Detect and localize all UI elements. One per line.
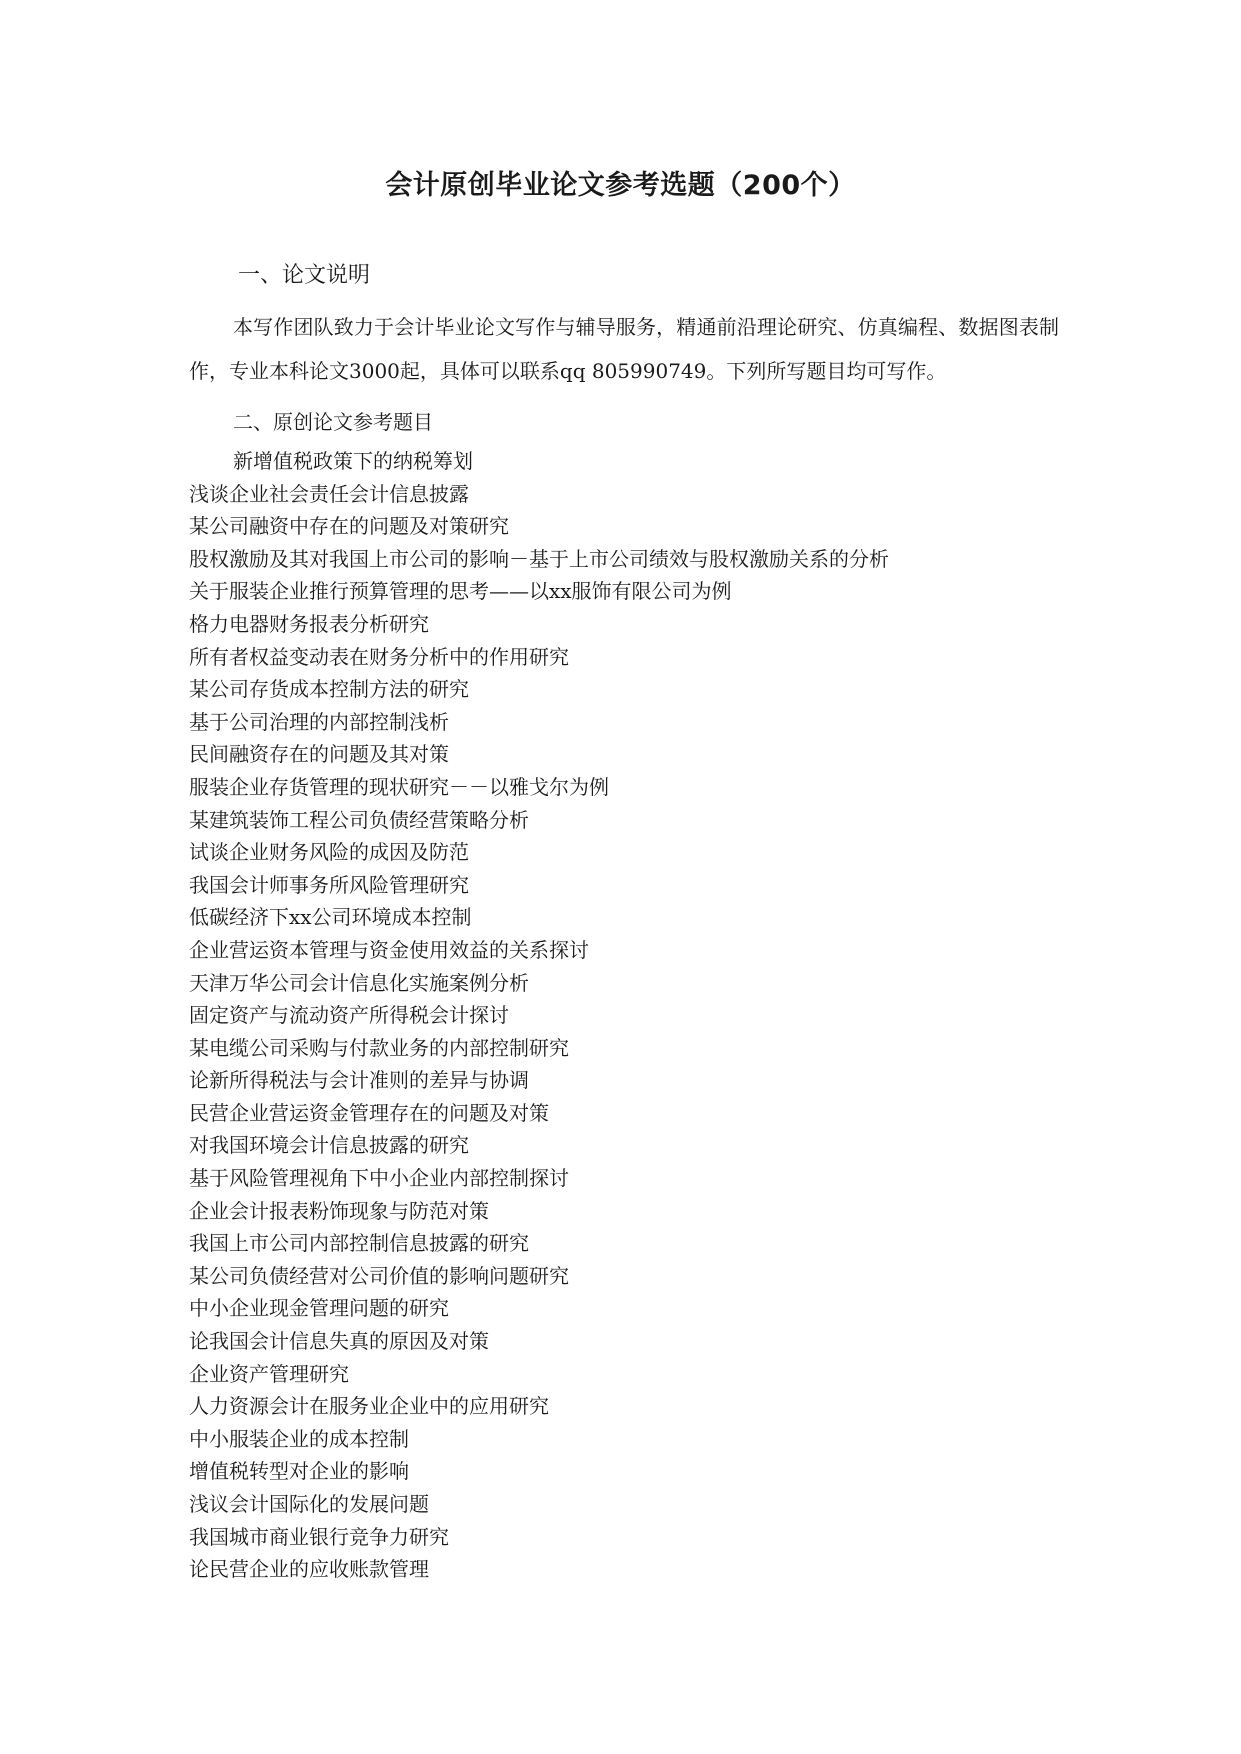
topic-item: 企业营运资本管理与资金使用效益的关系探讨 <box>189 937 589 962</box>
topic-item: 新增值税政策下的纳税筹划 <box>233 449 473 473</box>
topic-item: 中小服装企业的成本控制 <box>189 1426 409 1451</box>
topic-item: 股权激励及其对我国上市公司的影响－基于上市公司绩效与股权激励关系的分析 <box>189 546 889 571</box>
topic-item: 增值税转型对企业的影响 <box>189 1459 409 1484</box>
topic-item: 低碳经济下xx公司环境成本控制 <box>189 905 472 930</box>
topic-item: 某公司融资中存在的问题及对策研究 <box>189 514 509 539</box>
topic-item: 试谈企业财务风险的成因及防范 <box>189 840 469 865</box>
topic-item: 论民营企业的应收账款管理 <box>189 1557 429 1582</box>
topic-list <box>189 445 889 1586</box>
topic-item: 我国会计师事务所风险管理研究 <box>189 872 469 897</box>
topic-item: 某电缆公司采购与付款业务的内部控制研究 <box>189 1035 569 1060</box>
topic-item: 论新所得税法与会计准则的差异与协调 <box>189 1068 529 1093</box>
topic-item: 人力资源会计在服务业企业中的应用研究 <box>189 1394 549 1419</box>
topic-item: 我国上市公司内部控制信息披露的研究 <box>189 1231 529 1256</box>
topic-item: 我国城市商业银行竞争力研究 <box>189 1524 449 1549</box>
intro-paragraph: 本写作团队致力于会计毕业论文写作与辅导服务，精通前沿理论研究、仿真编程、数据图表制作，专业本科论文3000起，具体可以联系qq 805990749。下列所写题目均可写作。 <box>189 315 1059 383</box>
topic-item: 格力电器财务报表分析研究 <box>189 611 429 636</box>
topic-item: 服装企业存货管理的现状研究－－以雅戈尔为例 <box>189 774 609 799</box>
topic-item: 论我国会计信息失真的原因及对策 <box>189 1329 489 1354</box>
topic-item: 浅议会计国际化的发展问题 <box>189 1492 429 1516</box>
topic-item: 某建筑装饰工程公司负债经营策略分析 <box>189 807 529 832</box>
topic-item: 民间融资存在的问题及其对策 <box>189 742 449 767</box>
topic-item: 中小企业现金管理问题的研究 <box>189 1296 449 1321</box>
topic-item: 固定资产与流动资产所得税会计探讨 <box>189 1003 509 1028</box>
topic-item: 基于风险管理视角下中小企业内部控制探讨 <box>189 1166 569 1191</box>
topic-item: 基于公司治理的内部控制浅析 <box>189 709 449 734</box>
topic-item: 企业会计报表粉饰现象与防范对策 <box>189 1198 489 1223</box>
topic-item: 关于服装企业推行预算管理的思考——以xx服饰有限公司为例 <box>189 579 732 604</box>
section-heading-topics: 二、原创论文参考题目 <box>233 410 433 434</box>
topic-item: 企业资产管理研究 <box>189 1361 349 1386</box>
topic-item: 对我国环境会计信息披露的研究 <box>189 1133 469 1158</box>
section-heading-explanation: 一、论文说明 <box>238 263 371 288</box>
document-title: 会计原创毕业论文参考选题（200个） <box>385 170 856 201</box>
topic-item: 某公司存货成本控制方法的研究 <box>189 677 469 702</box>
topic-item: 浅谈企业社会责任会计信息披露 <box>189 481 469 506</box>
topic-item: 天津万华公司会计信息化实施案例分析 <box>189 970 529 995</box>
topic-item: 所有者权益变动表在财务分析中的作用研究 <box>189 644 569 669</box>
topic-item: 某公司负债经营对公司价值的影响问题研究 <box>189 1263 569 1288</box>
topic-item: 民营企业营运资金管理存在的问题及对策 <box>189 1100 549 1125</box>
